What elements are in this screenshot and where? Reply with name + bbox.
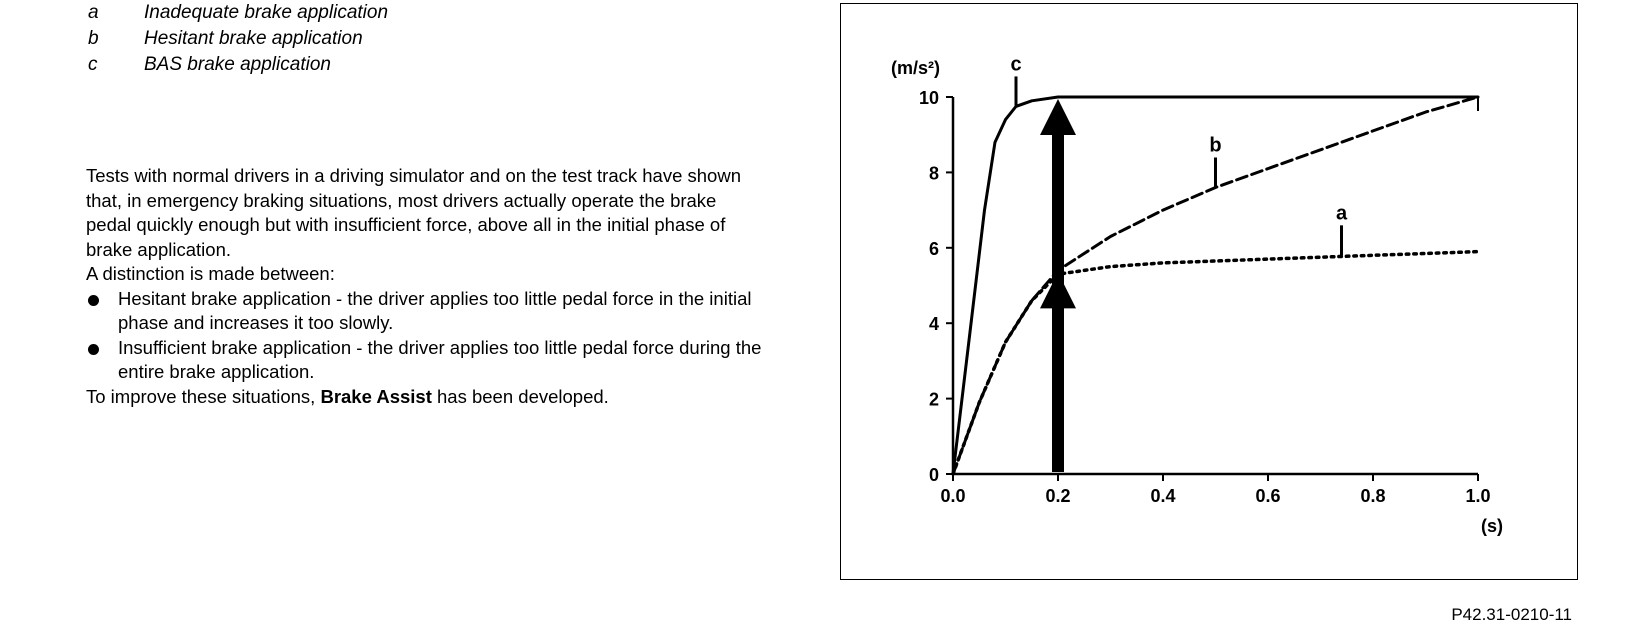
bullet-text: Hesitant brake application - the driver applies too little pedal force in the initial phase and increases it too slowly. <box>118 287 752 333</box>
legend-key: b <box>88 28 99 49</box>
x-axis-label: (s) <box>1481 516 1503 536</box>
figure-reference: P42.31-0210-11 <box>1451 605 1572 624</box>
y-tick-label: 0 <box>928 465 939 485</box>
chart-svg <box>841 4 1579 581</box>
body-text <box>86 164 766 409</box>
annotation-label-b: b <box>1209 134 1222 157</box>
y-tick-label: 4 <box>928 314 939 335</box>
bullet-dot <box>88 344 99 355</box>
legend-key: a <box>88 2 99 23</box>
legend-key: c <box>88 54 98 75</box>
legend-item-c <box>88 54 388 80</box>
bullet-dot <box>88 295 99 306</box>
deceleration-chart <box>840 3 1578 580</box>
brake-assist-term: Brake Assist <box>320 385 432 407</box>
legend-label: Inadequate brake application <box>144 2 389 23</box>
bullet-item <box>86 287 766 336</box>
annotation-label-a: a <box>1335 202 1348 225</box>
legend-item-a <box>88 2 388 28</box>
x-tick-label: 0.4 <box>1150 486 1176 506</box>
bullet-item <box>86 336 766 385</box>
legend <box>88 2 388 80</box>
legend-label: Hesitant brake application <box>144 28 363 49</box>
x-tick-label: 1.0 <box>1465 486 1491 506</box>
y-tick-label: 10 <box>918 88 939 108</box>
y-tick-label: 6 <box>928 238 939 259</box>
closing-after: has been developed. <box>437 385 609 407</box>
distinction-intro: A distinction is made between: <box>86 263 335 284</box>
series-a-line <box>953 252 1478 474</box>
closing-before: To improve these situations, <box>86 385 316 407</box>
y-axis-label: (m/s²) <box>891 58 940 78</box>
closing-sentence <box>86 385 766 410</box>
legend-item-b <box>88 28 388 54</box>
bullet-text: Insufficient brake application - the driver applies too little pedal force during the entire brake application. <box>118 336 762 382</box>
y-tick-label: 2 <box>928 389 939 410</box>
annotation-label-c: c <box>1010 53 1022 76</box>
legend-label: BAS brake application <box>144 54 331 75</box>
x-tick-label: 0.8 <box>1360 486 1386 506</box>
y-tick-label: 8 <box>928 163 939 184</box>
x-tick-label: 0.0 <box>940 486 966 506</box>
x-tick-label: 0.2 <box>1045 486 1071 506</box>
x-tick-label: 0.6 <box>1255 486 1281 506</box>
intro-paragraph: Tests with normal drivers in a driving simulator and on the test track have shown that, in emergency braking situations, most drivers actually operate the brake pedal quickly enough but with insufficient force, above all in the initial phase of brake application. <box>86 165 741 260</box>
